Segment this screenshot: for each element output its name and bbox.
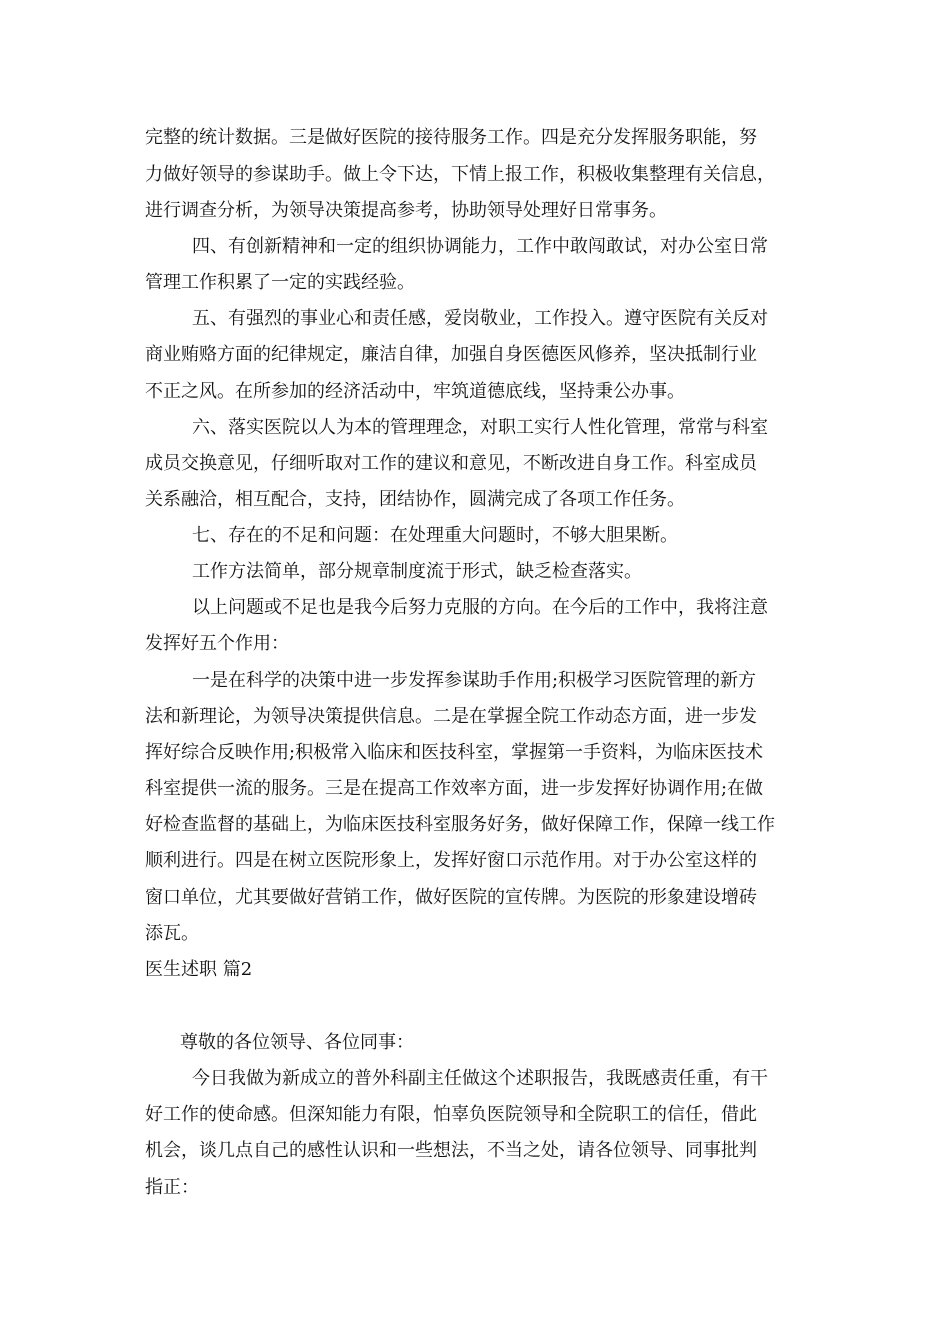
text-line: 进行调查分析，为领导决策提高参考，协助领导处理好日常事务。 xyxy=(145,200,667,221)
text-line: 法和新理论，为领导决策提供信息。二是在掌握全院工作动态方面，进一步发 xyxy=(145,706,757,727)
text-line: 好工作的使命感。但深知能力有限，怕辜负医院领导和全院职工的信任，借此 xyxy=(145,1104,757,1125)
paragraph-five-start: 五、有强烈的事业心和责任感，爱岗敬业，工作投入。遵守医院有关反对 xyxy=(192,308,768,329)
text-line: 科室提供一流的服务。三是在提高工作效率方面，进一步发挥好协调作用;在做 xyxy=(145,778,764,799)
text-line: 好检查监督的基础上，为临床医技科室服务好务，做好保障工作，保障一线工作 xyxy=(145,814,775,835)
section-heading: 医生述职 篇2 xyxy=(145,959,253,980)
paragraph-six-start: 六、落实医院以人为本的管理理念，对职工实行人性化管理，常常与科室 xyxy=(192,417,768,438)
text-line: 挥好综合反映作用;积极常入临床和医技科室，掌握第一手资料，为临床医技术 xyxy=(145,742,764,763)
text-line: 不正之风。在所参加的经济活动中，牢筑道德底线，坚持秉公办事。 xyxy=(145,381,685,402)
text-line: 完整的统计数据。三是做好医院的接待服务工作。四是充分发挥服务职能，努 xyxy=(145,127,757,148)
text-line: 管理工作积累了一定的实践经验。 xyxy=(145,272,415,293)
text-line: 以上问题或不足也是我今后努力克服的方向。在今后的工作中，我将注意 xyxy=(192,597,768,618)
text-line: 窗口单位，尤其要做好营销工作，做好医院的宣传牌。为医院的形象建设增砖 xyxy=(145,887,757,908)
paragraph-four-start: 四、有创新精神和一定的组织协调能力，工作中敢闯敢试，对办公室日常 xyxy=(192,236,768,257)
text-line: 商业贿赂方面的纪律规定，廉洁自律，加强自身医德医风修养，坚决抵制行业 xyxy=(145,344,757,365)
text-line: 指正： xyxy=(145,1177,199,1198)
text-line: 力做好领导的参谋助手。做上令下达，下情上报工作，积极收集整理有关信息， xyxy=(145,164,775,185)
text-line: 今日我做为新成立的普外科副主任做这个述职报告，我既感责任重，有干 xyxy=(192,1068,768,1089)
text-line: 机会，谈几点自己的感性认识和一些想法，不当之处，请各位领导、同事批判 xyxy=(145,1140,757,1161)
text-line: 顺利进行。四是在树立医院形象上，发挥好窗口示范作用。对于办公室这样的 xyxy=(145,850,757,871)
text-line: 成员交换意见，仔细听取对工作的建议和意见，不断改进自身工作。科室成员 xyxy=(145,453,757,474)
paragraph-five-roles-start: 一是在科学的决策中进一步发挥参谋助手作用;积极学习医院管理的新方 xyxy=(192,670,757,691)
salutation: 尊敬的各位领导、各位同事： xyxy=(180,1032,414,1053)
text-line: 添瓦。 xyxy=(145,923,199,944)
text-line: 发挥好五个作用： xyxy=(145,633,289,654)
text-line: 关系融洽，相互配合，支持，团结协作，圆满完成了各项工作任务。 xyxy=(145,489,685,510)
paragraph-seven-start: 七、存在的不足和问题：在处理重大问题时，不够大胆果断。 xyxy=(192,525,678,546)
text-line: 工作方法简单，部分规章制度流于形式，缺乏检查落实。 xyxy=(192,561,642,582)
